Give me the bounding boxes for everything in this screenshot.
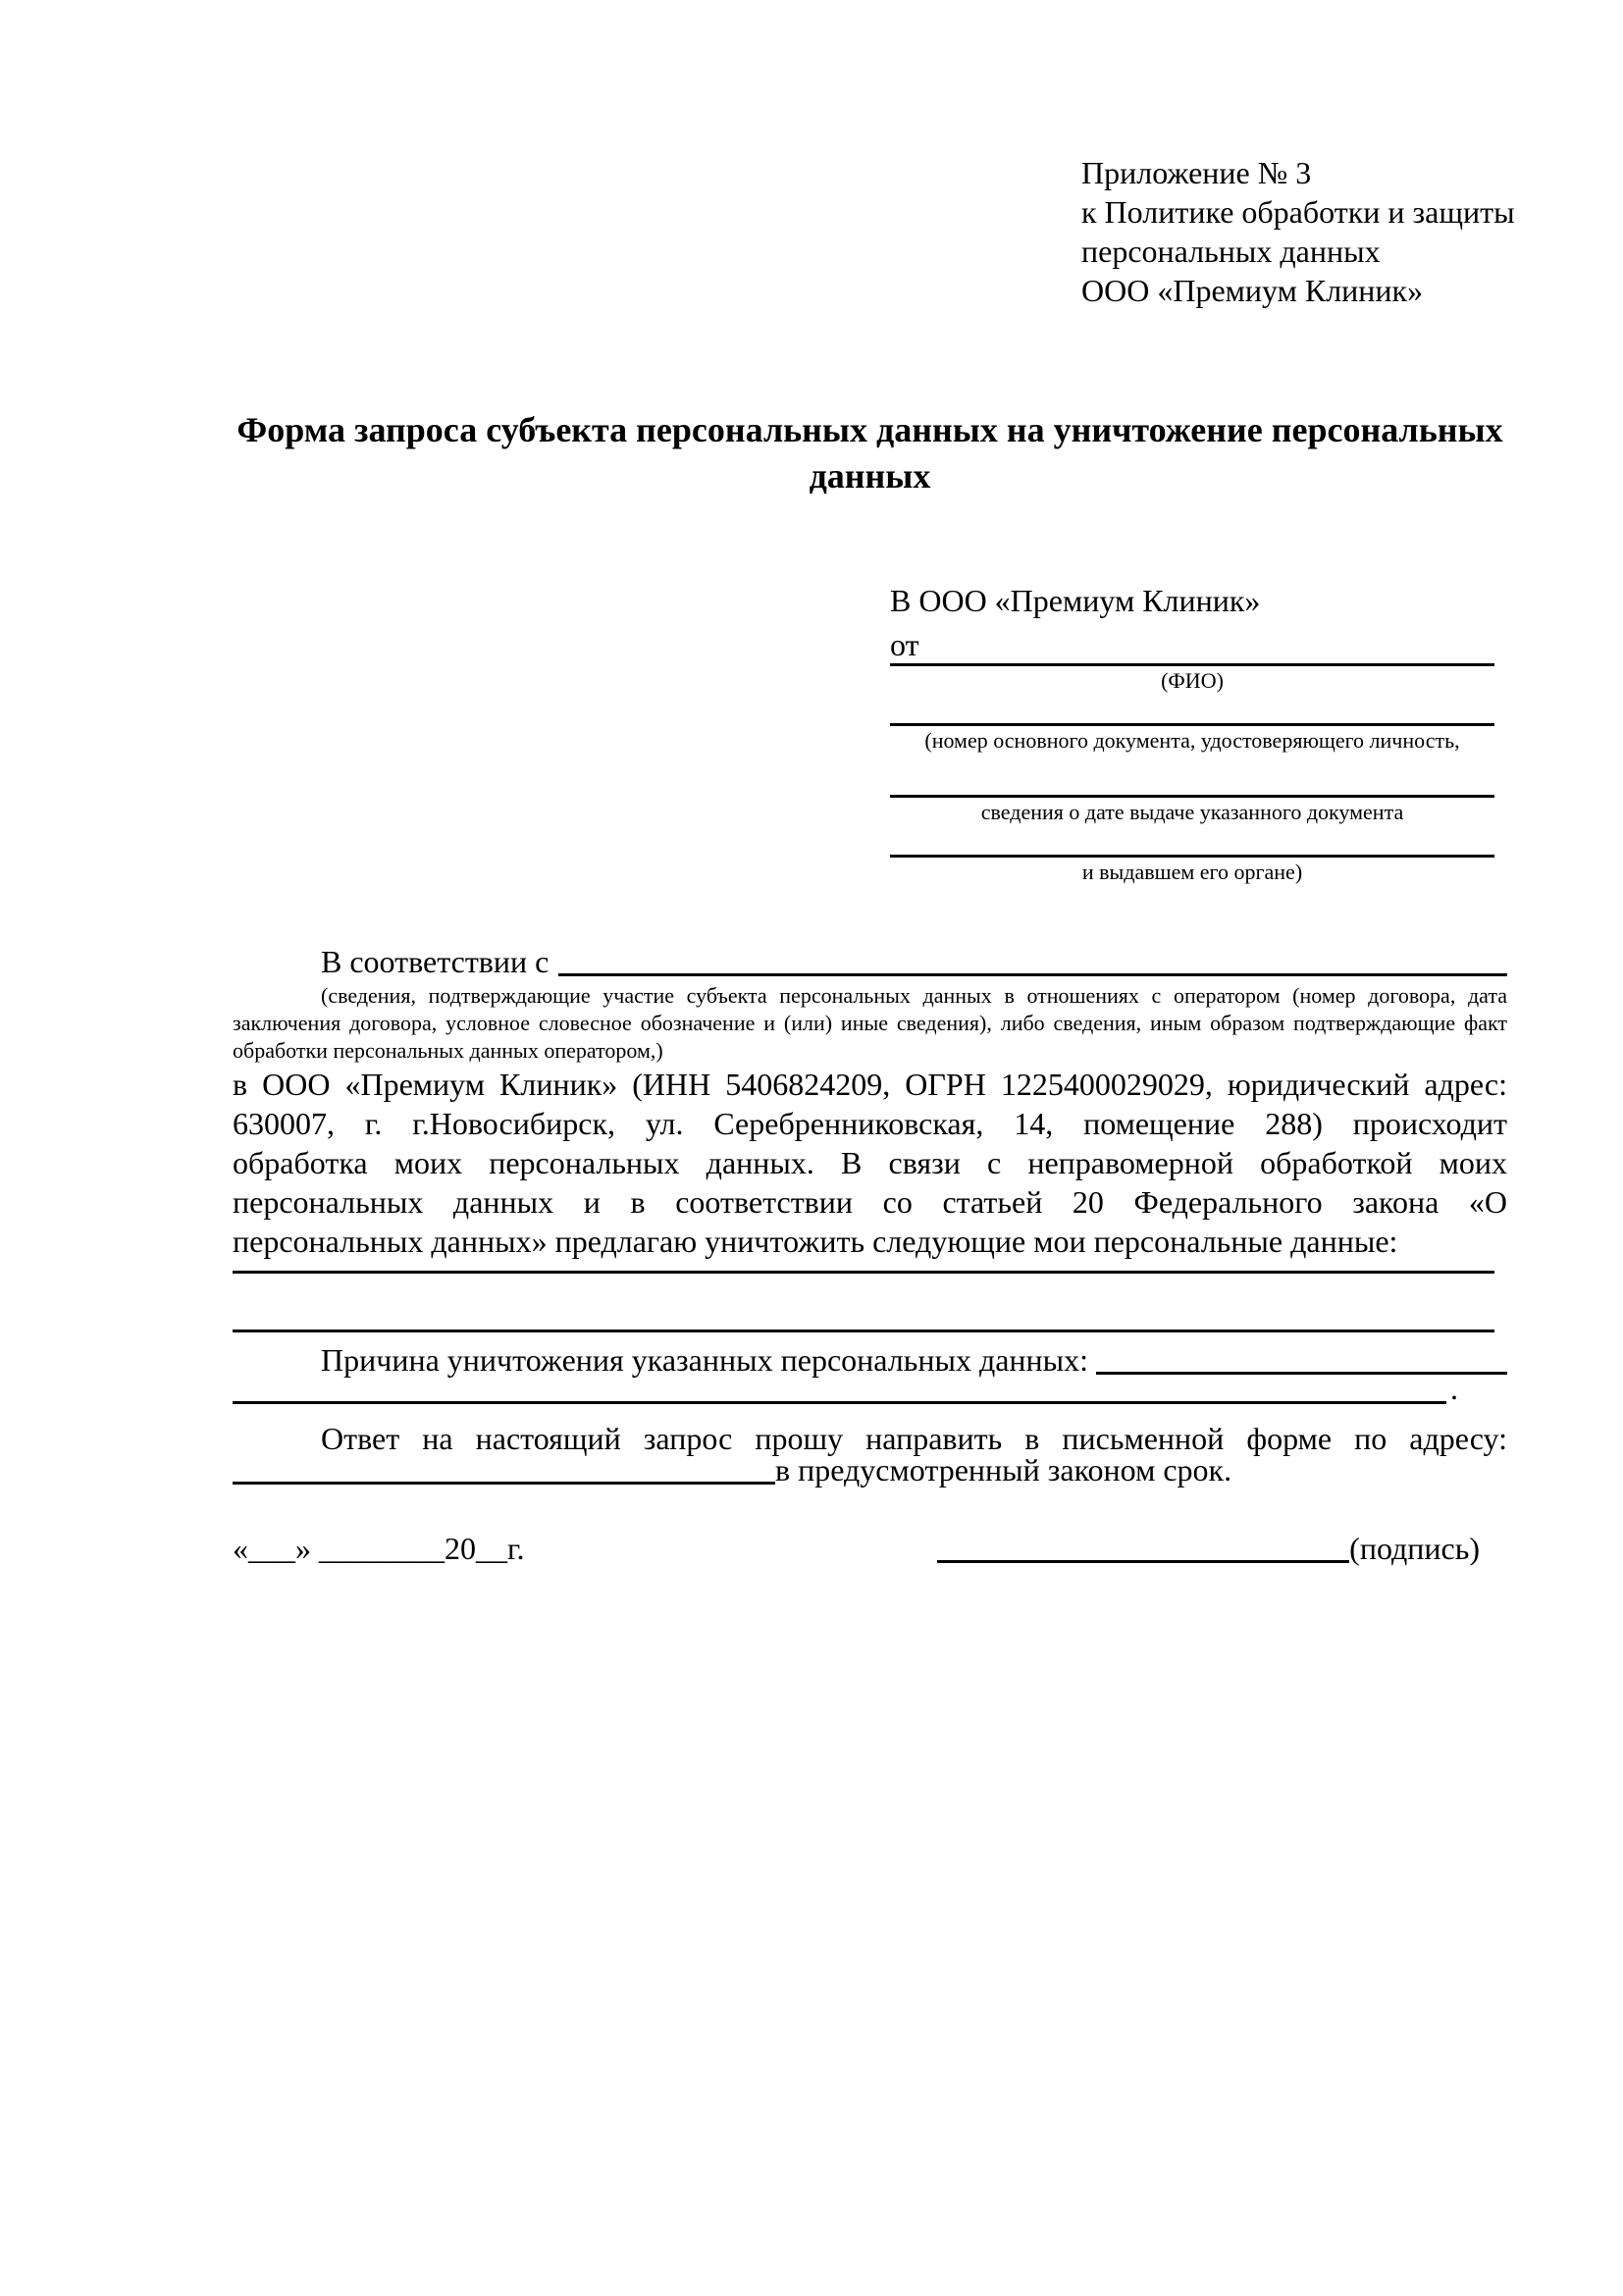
signature-input-line[interactable] bbox=[937, 1529, 1349, 1563]
date-input-line[interactable]: «___» ________20__г. bbox=[233, 1531, 525, 1566]
form-title: Форма запроса субъекта персональных данных на уничтожение персональных данных bbox=[236, 410, 1503, 496]
addressee-from-label: от bbox=[890, 627, 919, 662]
annex-line-1: Приложение № 3 bbox=[1081, 155, 1312, 190]
paragraph-line-1: в ООО «Премиум Клиник» (ИНН 5406824209, ОГРН 1225400029029, юридический адрес: bbox=[233, 1067, 1507, 1102]
paragraph-line-3: обработка моих персональных данных. В связи с неправомерной обработкой моих bbox=[233, 1145, 1507, 1180]
reason-label: Причина уничтожения указанных персональных данных: bbox=[321, 1342, 1089, 1378]
paragraph-line-2: 630007, г. г.Новосибирск, ул. Серебренниковская, 14, помещение 288) происходит bbox=[233, 1106, 1507, 1141]
personal-data-input-line-2[interactable] bbox=[233, 1330, 1494, 1332]
annex-header bbox=[1081, 153, 1515, 310]
main-paragraph bbox=[233, 1065, 1507, 1261]
signature-area bbox=[937, 1529, 1480, 1568]
fio-caption: (ФИО) bbox=[1161, 668, 1224, 693]
doc-number-caption: (номер основного документа, удостоверяющего личность, bbox=[924, 728, 1460, 753]
paragraph-line-4: персональных данных и в соответствии со статьей 20 Федерального закона «О bbox=[233, 1184, 1507, 1220]
annex-line-2: к Политике обработки и защиты bbox=[1081, 194, 1515, 230]
note-line-2: заключения договора, условное словесное обозначение и (или) иные сведения), либо сведения, иным образом подтверждающие факт bbox=[233, 1011, 1507, 1035]
response-sentence: Ответ на настоящий запрос прошу направить в письменной форме по адресу: bbox=[321, 1421, 1507, 1456]
accordance-label: В соответствии с bbox=[321, 944, 550, 979]
accordance-note bbox=[233, 982, 1507, 1065]
reason-continuation-row bbox=[233, 1369, 1507, 1408]
signature-caption: (подпись) bbox=[1349, 1531, 1480, 1566]
accordance-row bbox=[233, 942, 1507, 981]
addressee-to-line: В ООО «Премиум Клиник» bbox=[890, 583, 1261, 618]
accordance-input-line[interactable] bbox=[558, 942, 1507, 976]
addressee-block bbox=[890, 579, 1494, 887]
date-signature-row bbox=[233, 1529, 1507, 1568]
response-tail: в предусмотренный законом срок. bbox=[775, 1452, 1232, 1487]
doc-issue-date-caption: сведения о дате выдаче указанного документа bbox=[980, 800, 1404, 824]
personal-data-input-line-1[interactable] bbox=[233, 1271, 1494, 1274]
address-input-line[interactable] bbox=[233, 1450, 775, 1485]
response-address-row bbox=[233, 1450, 1507, 1489]
sentence-period: . bbox=[1450, 1371, 1458, 1406]
note-line-1: (сведения, подтверждающие участие субъекта персональных данных в отношениях с оператором (номер договора, дата bbox=[321, 983, 1507, 1008]
annex-line-3: персональных данных bbox=[1081, 234, 1381, 269]
doc-issuer-caption: и выдавшем его органе) bbox=[1081, 860, 1303, 884]
paragraph-line-5: персональных данных» предлагаю уничтожить следующие мои персональные данные: bbox=[233, 1224, 1398, 1259]
annex-line-4: ООО «Премиум Клиник» bbox=[1081, 273, 1424, 308]
note-line-3: обработки персональных данных оператором,) bbox=[233, 1038, 663, 1063]
reason-input-line-2[interactable] bbox=[233, 1369, 1446, 1404]
